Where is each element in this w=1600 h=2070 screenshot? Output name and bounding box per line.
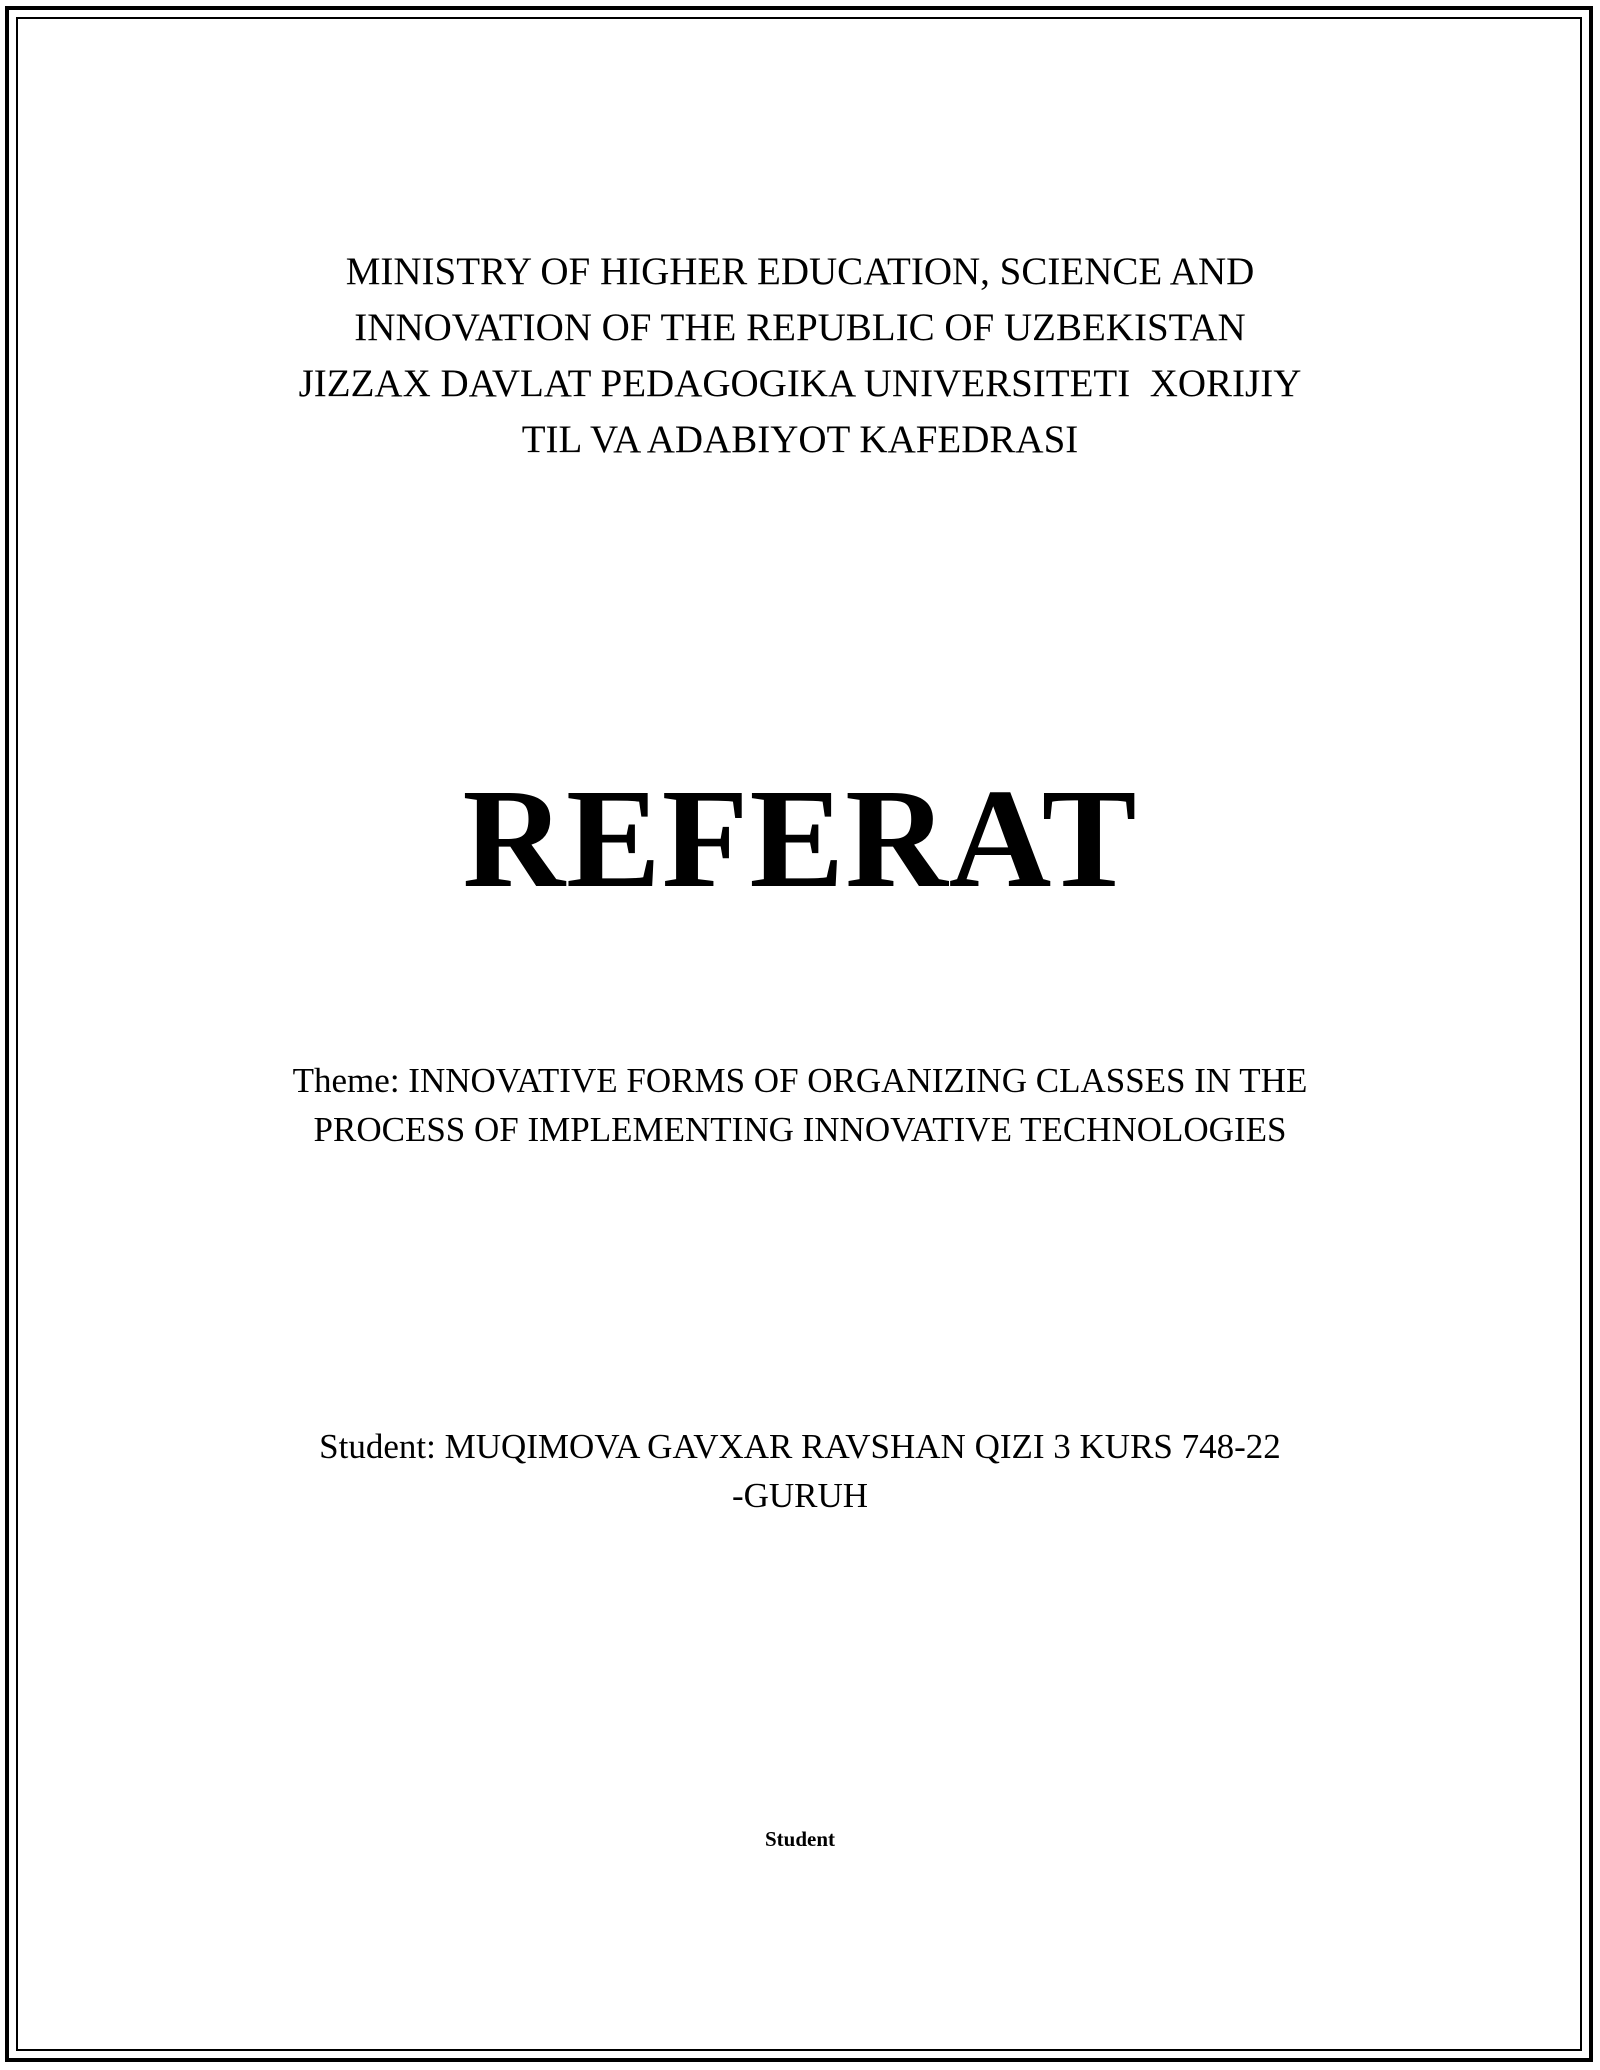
ministry-line: MINISTRY OF HIGHER EDUCATION, SCIENCE AND (345, 250, 1255, 293)
ministry-header (0, 244, 1600, 468)
footer-student-label: Student (764, 1827, 836, 1851)
ministry-line: TIL VA ADABIYOT KAFEDRASI (521, 418, 1079, 461)
student-line: Student: MUQIMOVA GAVXAR RAVSHAN QIZI 3 KURS 748-22 (319, 1427, 1281, 1466)
student-info (0, 1422, 1600, 1520)
ministry-line: INNOVATION OF THE REPUBLIC OF UZBEKISTAN (354, 306, 1246, 349)
theme-line: PROCESS OF IMPLEMENTING INNOVATIVE TECHNOLOGIES (313, 1110, 1287, 1149)
theme-line: Theme: INNOVATIVE FORMS OF ORGANIZING CLASSES IN THE (292, 1061, 1308, 1100)
ministry-line: JIZZAX DAVLAT PEDAGOGIKA UNIVERSITETI XORIJIY (298, 362, 1302, 405)
student-line: -GURUH (731, 1476, 869, 1515)
document-title: REFERAT (462, 759, 1138, 917)
theme-text (0, 1056, 1600, 1154)
